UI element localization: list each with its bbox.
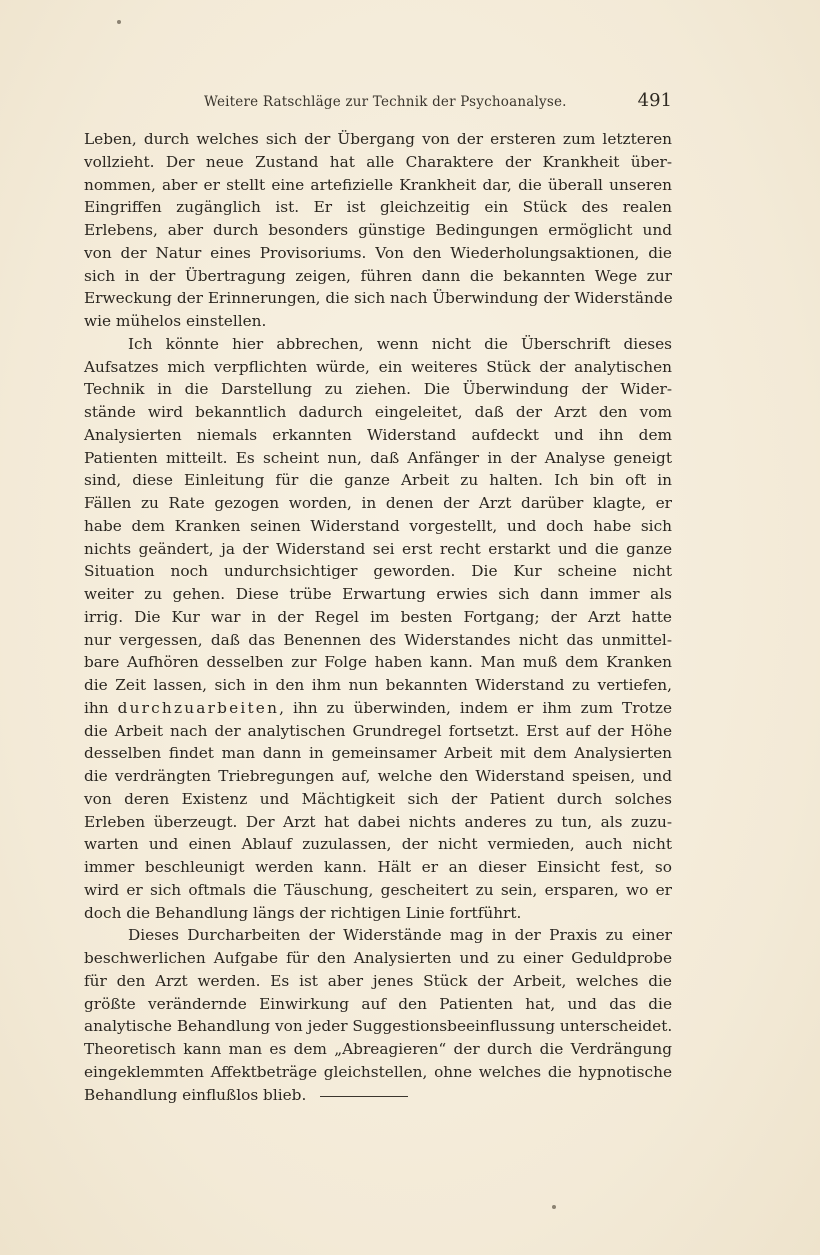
text-line: nichts geändert, ja der Widerstand sei erst recht erstarkt und die ganze xyxy=(84,539,672,558)
text-line: ihn durchzuarbeiten, ihn zu überwinden, indem er ihm zum Trotze xyxy=(84,698,672,717)
text-line: Erleben überzeugt. Der Arzt hat dabei nichts anderes zu tun, als zuzu- xyxy=(84,812,672,831)
text-line: analytische Behandlung von jeder Suggestionsbeeinflussung unterscheidet. xyxy=(84,1017,673,1036)
text-line: die Arbeit nach der analytischen Grundregel fortsetzt. Erst auf der Höhe xyxy=(84,721,672,740)
text-line: für den Arzt werden. Es ist aber jenes Stück der Arbeit, welches die xyxy=(84,971,672,990)
text-line: nommen, aber er stellt eine artefizielle Krankheit dar, die überall unseren xyxy=(84,175,672,194)
text-line: warten und einen Ablauf zuzulassen, der nicht vermieden, auch nicht xyxy=(84,835,672,854)
text-line: Eingriffen zugänglich ist. Er ist gleichzeitig ein Stück des realen xyxy=(84,198,672,217)
text-line: von deren Existenz und Mächtigkeit sich der Patient durch solches xyxy=(84,789,672,808)
emphasized-word: durchzuarbeiten xyxy=(117,698,280,717)
text-line: die verdrängten Triebregungen auf, welche den Widerstand speisen, und xyxy=(84,767,672,785)
paragraph xyxy=(84,128,672,333)
paper-speck xyxy=(117,20,121,24)
text-line: größte verändernde Einwirkung auf den Patienten hat, und das die xyxy=(84,994,672,1013)
text-line: bare Aufhören desselben zur Folge haben kann. Man muß dem Kranken xyxy=(84,653,672,672)
text-line: weiter zu gehen. Diese trübe Erwartung erwies sich dann immer als xyxy=(84,585,672,603)
text-line: nur vergessen, daß das Benennen des Widerstandes nicht das unmittel- xyxy=(84,630,672,649)
body-text xyxy=(84,128,672,1106)
paragraph xyxy=(84,924,672,1106)
text-line: Behandlung einflußlos blieb. xyxy=(84,1084,672,1107)
text-line: desselben findet man dann in gemeinsamer Arbeit mit dem Analysierten xyxy=(84,744,672,763)
text-line: immer beschleunigt werden kann. Hält er an dieser Einsicht fest, so xyxy=(84,858,672,876)
text-line: Technik in die Darstellung zu ziehen. Die Überwindung der Wider- xyxy=(84,380,672,399)
text-line: sich in der Übertragung zeigen, führen dann die bekannten Wege zur xyxy=(84,266,672,285)
text-line: Fällen zu Rate gezogen worden, in denen der Arzt darüber klagte, er xyxy=(84,494,672,512)
text-line: sind, diese Einleitung für die ganze Arbeit zu halten. Ich bin oft in xyxy=(84,471,672,490)
text-line: habe dem Kranken seinen Widerstand vorgestellt, und doch habe sich xyxy=(84,516,672,535)
text-line: Dieses Durcharbeiten der Widerstände mag in der Praxis zu einer xyxy=(128,926,672,945)
text-line: wie mühelos einstellen. xyxy=(84,312,267,330)
text-line: Analysierten niemals erkannten Widerstand aufdeckt und ihn dem xyxy=(84,425,672,444)
text-line: von der Natur eines Provisoriums. Von den Wiederholungsaktionen, die xyxy=(84,243,672,262)
running-header-title: Weitere Ratschläge zur Technik der Psychoanalyse. xyxy=(204,94,567,110)
text-line: wird er sich oftmals die Täuschung, gescheitert zu sein, ersparen, wo er xyxy=(84,880,672,899)
paragraph xyxy=(84,333,672,925)
text-line: Leben, durch welches sich der Übergang von der ersteren zum letzteren xyxy=(84,130,672,148)
text-line: Situation noch undurchsichtiger geworden. Die Kur scheine nicht xyxy=(84,562,672,581)
paper-speck xyxy=(552,1205,556,1209)
page-number: 491 xyxy=(637,90,672,111)
text-line: Theoretisch kann man es dem „Abreagieren“ der durch die Verdrängung xyxy=(84,1040,672,1058)
running-header xyxy=(84,90,672,114)
text-line: irrig. Die Kur war in der Regel im besten Fortgang; der Arzt hatte xyxy=(84,607,672,626)
text-line: doch die Behandlung längs der richtigen Linie fortführt. xyxy=(84,903,522,922)
text-line: beschwerlichen Aufgabe für den Analysierten und zu einer Geduldprobe xyxy=(84,949,672,967)
text-line: vollzieht. Der neue Zustand hat alle Charaktere der Krankheit über- xyxy=(84,152,672,171)
end-rule xyxy=(320,1096,408,1097)
text-line: Erweckung der Erinnerungen, die sich nach Überwindung der Widerstände xyxy=(84,289,673,308)
text-line: die Zeit lassen, sich in den ihm nun bekannten Widerstand zu vertiefen, xyxy=(84,676,672,694)
text-line: eingeklemmten Affektbeträge gleichstellen, ohne welches die hypnotische xyxy=(84,1062,672,1081)
text-line: stände wird bekanntlich dadurch eingeleitet, daß der Arzt den vom xyxy=(84,403,672,421)
text-line: Erlebens, aber durch besonders günstige Bedingungen ermöglicht und xyxy=(84,221,672,239)
text-line: Aufsatzes mich verpflichten würde, ein weiteres Stück der analytischen xyxy=(84,357,672,376)
text-line: Ich könnte hier abbrechen, wenn nicht die Überschrift dieses xyxy=(128,334,672,353)
text-line: Patienten mitteilt. Es scheint nun, daß Anfänger in der Analyse geneigt xyxy=(84,448,672,467)
